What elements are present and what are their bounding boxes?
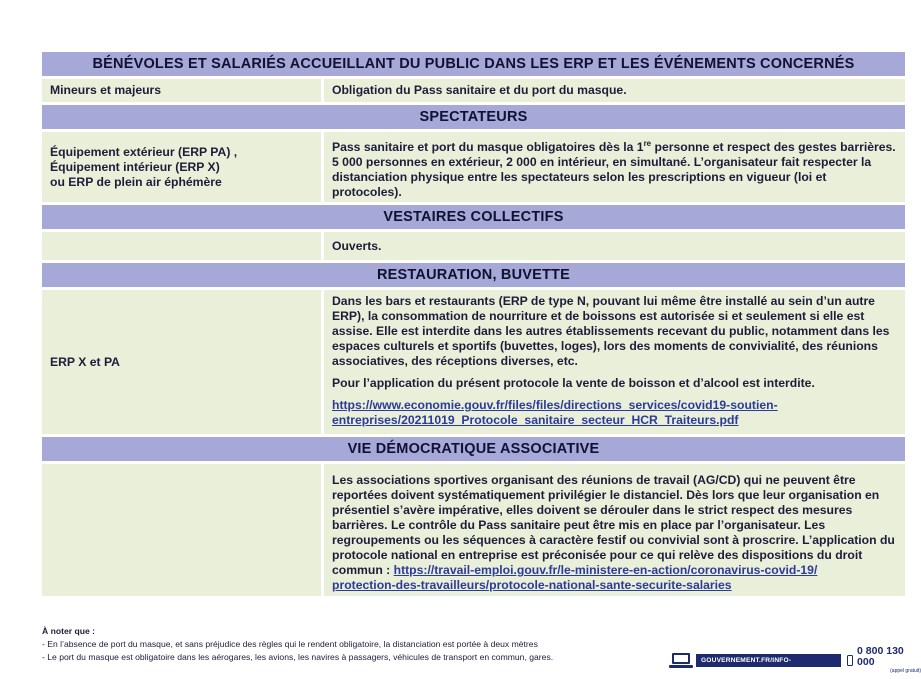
- row-label-line: Équipement intérieur (ERP X): [50, 159, 220, 174]
- row-label: ERP X et PA: [42, 290, 321, 434]
- paragraph: Dans les bars et restaurants (ERP de type N, pouvant lui même être installé au sein d’un autre ERP), la consommation de nourriture et de boissons est autorisée si et seulement si elle est assise. Elle est interdite dans les autres établissements recevant du public, notamment dans les espaces culturels et sportifs (buvettes, loges), lors des moments de convivialité, des réunions associatives, des réceptions diverses, etc.: [332, 294, 890, 368]
- link-paragraph: [332, 398, 897, 428]
- row-text: [324, 132, 905, 202]
- table-row: [42, 232, 905, 260]
- row-label-empty: [42, 232, 321, 260]
- section-header-staff: BÉNÉVOLES ET SALARIÉS ACCUEILLANT DU PUBLIC DANS LES ERP ET LES ÉVÉNEMENTS CONCERNÉS: [42, 52, 905, 76]
- row-text: Ouverts.: [324, 232, 905, 260]
- government-footer: [669, 645, 921, 677]
- table-row: [42, 290, 905, 434]
- hcr-protocol-link[interactable]: [332, 398, 778, 427]
- phone-icon: [847, 655, 853, 666]
- table-row: [42, 132, 905, 202]
- section-header-spectators: SPECTATEURS: [42, 105, 905, 129]
- row-label-empty: [42, 464, 321, 596]
- row-text: [324, 464, 905, 596]
- section-header-catering: RESTAURATION, BUVETTE: [42, 263, 905, 287]
- link-line: entreprises/20211019_Protocole_sanitaire_secteur_HCR_Traiteurs.pdf: [332, 413, 739, 427]
- row-label: [42, 132, 321, 202]
- row-label-line: ou ERP de plein air éphémère: [50, 174, 222, 189]
- table-row: [42, 464, 905, 596]
- paragraph: Les associations sportives organisant des réunions de travail (AG/CD) qui ne peuvent être reportées doivent systématiquement privilégier le distanciel. Dès lors que leur organisation en présentiel s’avère impérative, elles doivent se dérouler dans le strict respect des mesures barrières. Le contrôle du Pass sanitaire peut être mis en place par l’organisateur. Les regroupements ou les séquences à caractère festif ou convivial sont à proscrire. L’application du protocole national en entreprise est préconisée pour ce qui relève des dispositions du droit commun :: [332, 473, 895, 577]
- ordinal-superscript: re: [643, 139, 652, 148]
- section-header-associative-life: VIE DÉMOCRATIQUE ASSOCIATIVE: [42, 437, 905, 461]
- link-line: https://www.economie.gouv.fr/files/files/directions_services/covid19-soutien-: [332, 398, 778, 412]
- hotline-number: 0 800 130 000: [857, 645, 904, 668]
- row-label: Mineurs et majeurs: [42, 79, 321, 102]
- laptop-icon: [669, 653, 692, 668]
- hotline: [847, 646, 921, 674]
- link-line: https://travail-emploi.gouv.fr/le-ministere-en-action/coronavirus-covid-19/: [393, 563, 818, 577]
- section-header-lockers: VESTAIRES COLLECTIFS: [42, 205, 905, 229]
- footnote-line: - Le port du masque est obligatoire dans les aérogares, les avions, les navires à passagers, véhicules de transport en commun, gares.: [42, 652, 554, 662]
- row-text-part: Pass sanitaire et port du masque obligatoires dès la 1: [332, 140, 644, 155]
- gov-url-banner[interactable]: GOUVERNEMENT.FR/INFO-CORONAVIRUS: [696, 654, 841, 667]
- footnotes: [42, 625, 553, 664]
- footnote-line: - En l’absence de port du masque, et sans préjudice des règles qui le rendent obligatoire, la distanciation est portée à deux mètres: [42, 639, 538, 649]
- row-text: [324, 290, 905, 434]
- protocol-table: [42, 52, 905, 599]
- row-text-part: personne et respect des gestes barrières. 5 000 personnes en extérieur, 2 000 en intérieur, en simultané. L’organisateur fait respecter la distanciation physique entre les spectateurs selon les prescriptions en vigueur (loi et protocoles).: [332, 140, 896, 200]
- hotline-note: (appel gratuit): [890, 668, 921, 674]
- footnotes-title: À noter que :: [42, 626, 95, 636]
- company-protocol-link[interactable]: [332, 563, 817, 592]
- table-row: [42, 79, 905, 102]
- link-line: protection-des-travailleurs/protocole-national-sante-securite-salaries: [332, 578, 732, 592]
- paragraph: Pour l’application du présent protocole la vente de boisson et d’alcool est interdite.: [332, 376, 815, 390]
- row-label-line: Équipement extérieur (ERP PA) ,: [50, 144, 238, 159]
- row-text: Obligation du Pass sanitaire et du port du masque.: [324, 79, 905, 102]
